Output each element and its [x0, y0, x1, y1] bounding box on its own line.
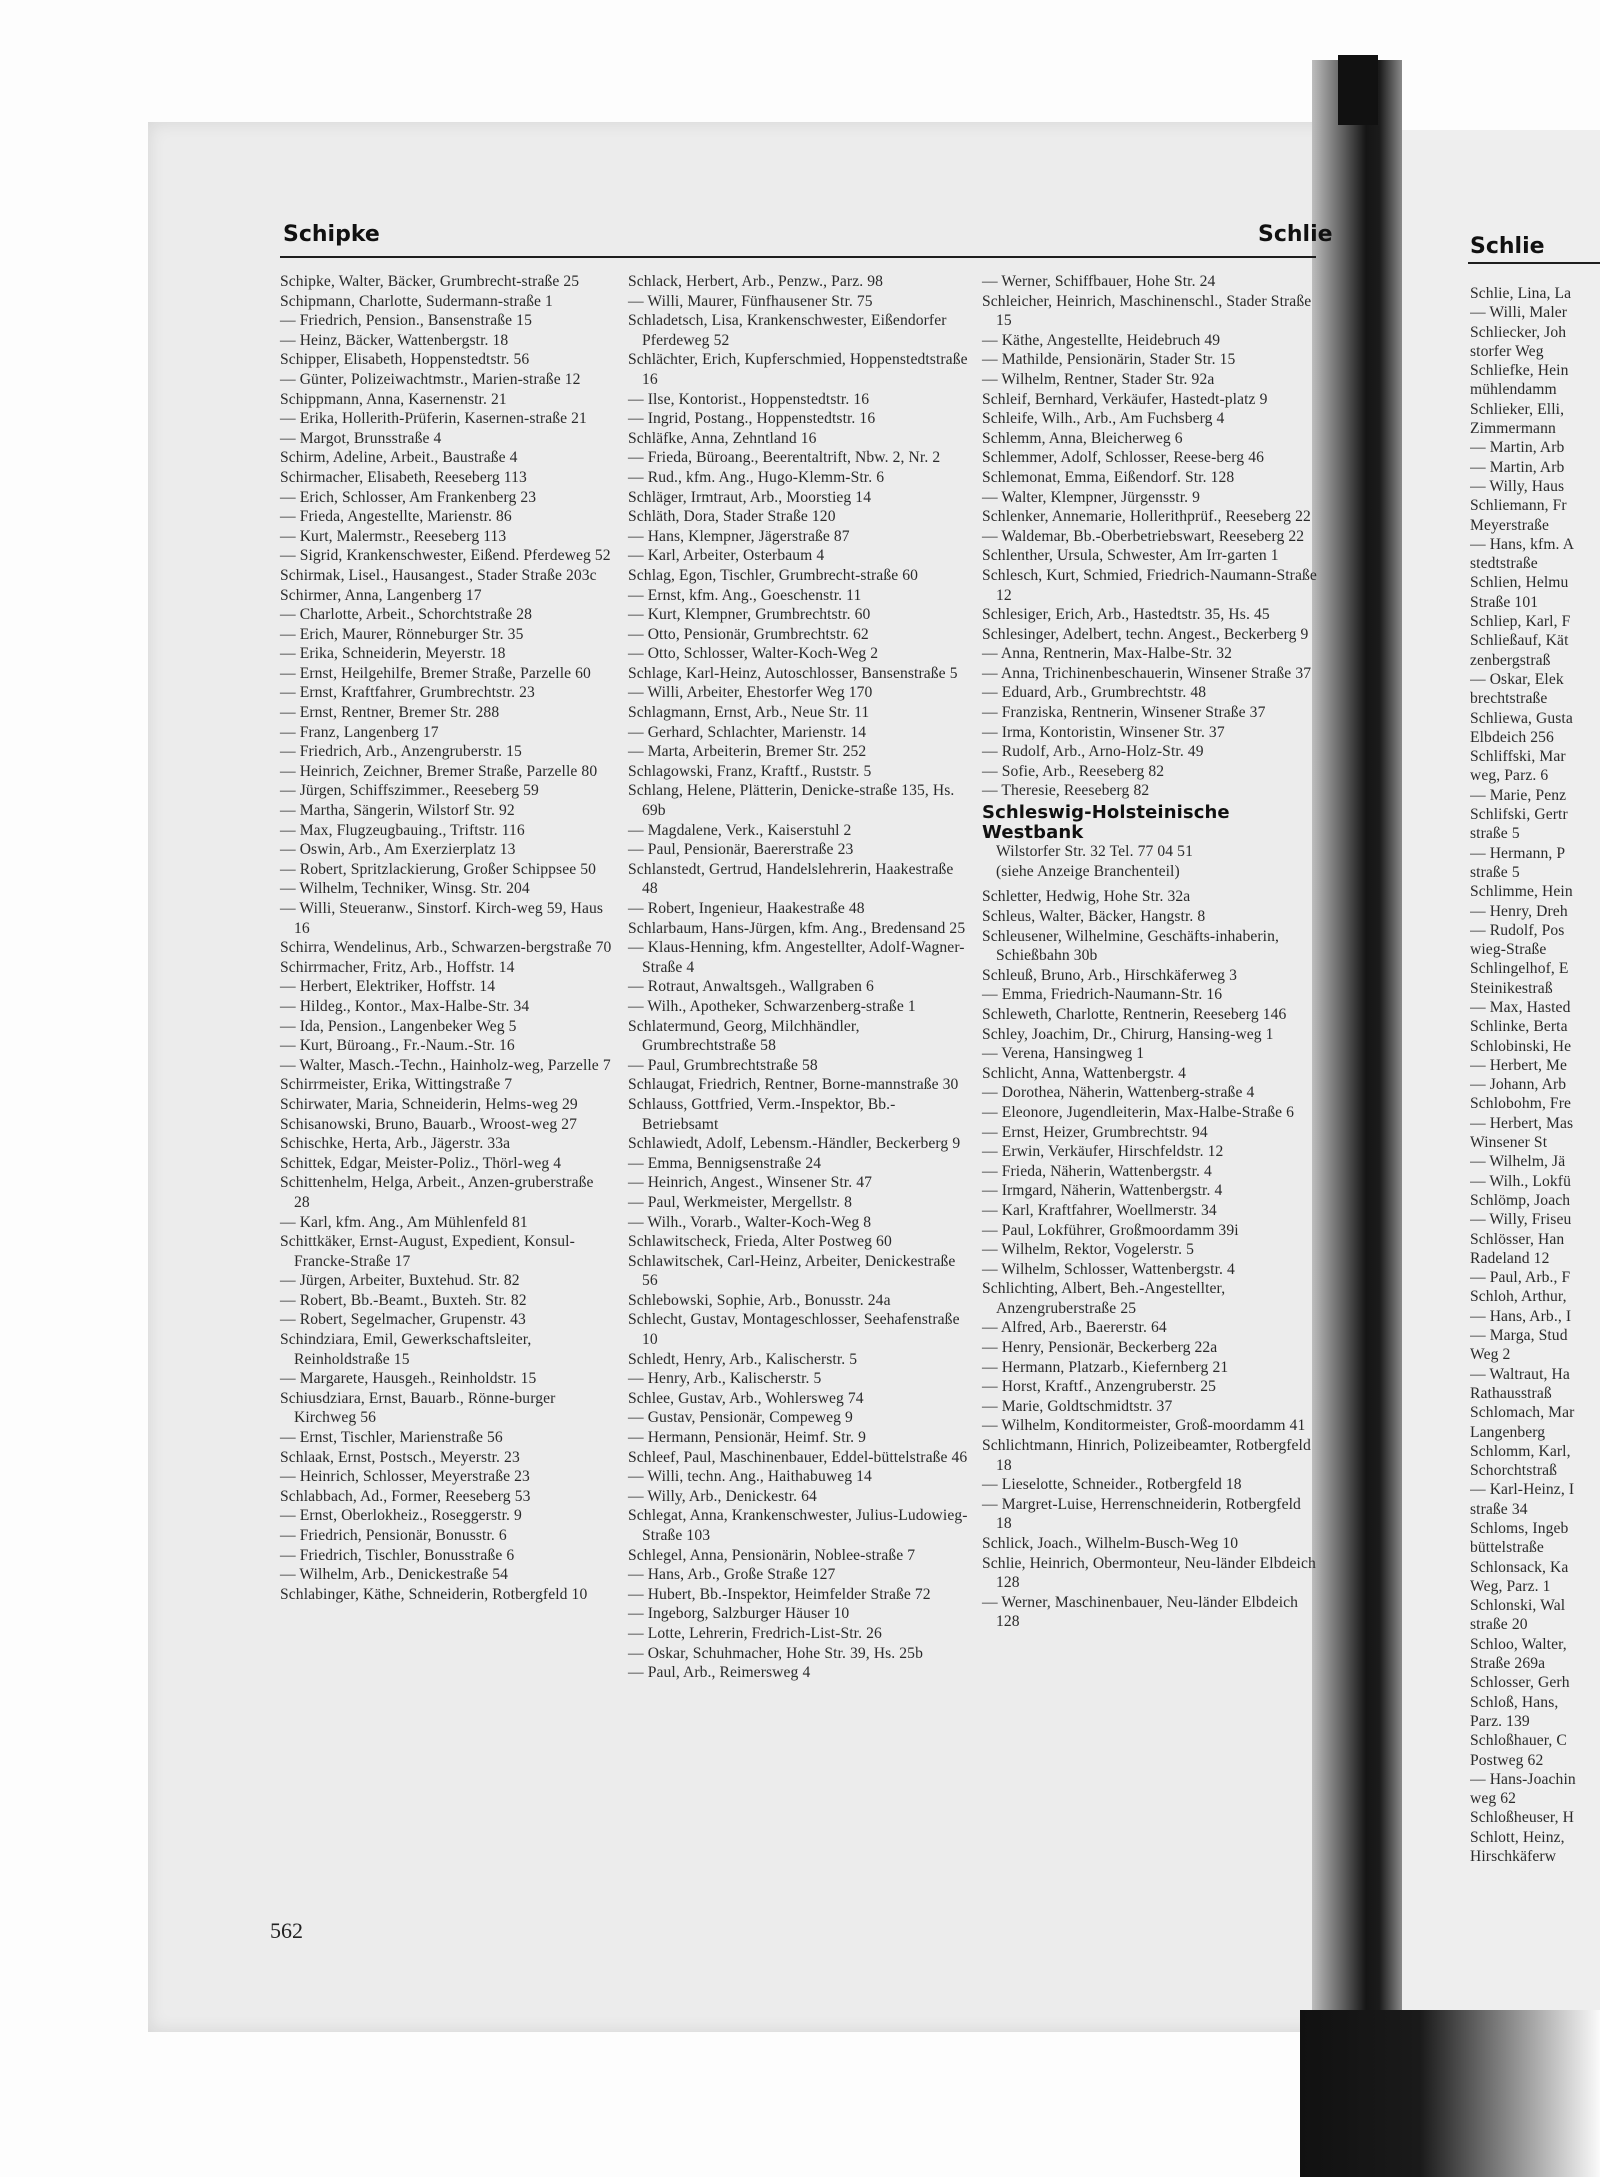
directory-entry: Schlanstedt, Gertrud, Handelslehrerin, Haakestraße 48 — [628, 860, 954, 898]
directory-entry: — Marie, Goldtschmidtstr. 37 — [982, 1397, 1173, 1415]
directory-entry: Schleif, Bernhard, Verkäufer, Hastedt-platz 9 — [982, 390, 1268, 408]
directory-entry: — Erich, Maurer, Rönneburger Str. 35 — [280, 625, 524, 643]
directory-entry: — Wilhelm, Schlosser, Wattenbergstr. 4 — [982, 1260, 1235, 1278]
directory-entry: — Paul, Lokführer, Großmoordamm 39i — [982, 1221, 1239, 1239]
directory-entry: — Mathilde, Pensionärin, Stader Str. 15 — [982, 351, 1236, 369]
directory-entry: Schlecht, Gustav, Montageschlosser, Seehafenstraße 10 — [628, 1311, 960, 1349]
directory-entry: Schleusener, Wilhelmine, Geschäfts-inhaberin, Schießbahn 30b — [982, 927, 1279, 965]
directory-entry: — Ernst, Oberlokheiz., Roseggerstr. 9 — [280, 1507, 522, 1525]
directory-entry: Schleuß, Bruno, Arb., Hirschkäferweg 3 — [982, 966, 1237, 984]
directory-entry: — Eleonore, Jugendleiterin, Max-Halbe-Straße 6 — [982, 1103, 1295, 1121]
directory-entry: — Friedrich, Pensionär, Bonusstr. 6 — [280, 1527, 507, 1544]
directory-entry: Schindziara, Emil, Gewerkschaftsleiter, Reinholdstraße 15 — [280, 1331, 532, 1368]
directory-entry: Schlage, Karl-Heinz, Autoschlosser, Bansenstraße 5 — [628, 664, 958, 682]
directory-entry: — Heinrich, Schlosser, Meyerstraße 23 — [280, 1468, 530, 1486]
directory-entry: — Willi, techn. Ang., Haithabuweg 14 — [628, 1468, 872, 1486]
directory-entry: Schlächter, Erich, Kupferschmied, Hoppenstedtstraße 16 — [628, 351, 968, 388]
directory-entry: Schisanowski, Bruno, Bauarb., Wroost-weg 27 — [280, 1115, 578, 1133]
directory-entry-partial: — Willy, Haus — [1470, 477, 1565, 495]
directory-entry: Schleef, Paul, Maschinenbauer, Eddel-büttelstraße 46 — [628, 1448, 968, 1466]
directory-entry: — Friedrich, Pension., Bansenstraße 15 — [280, 312, 532, 330]
directory-entry: — Willi, Steueranw., Sinstorf. Kirch-weg 59, Haus 16 — [280, 900, 604, 937]
directory-entry-partial: Schließauf, Kät — [1470, 632, 1569, 650]
directory-entry-partial: — Herbert, Mas — [1470, 1114, 1574, 1132]
directory-entry: Schlack, Herbert, Arb., Penzw., Parz. 98 — [628, 273, 884, 290]
directory-entry-partial: brechtstraße — [1470, 690, 1548, 708]
directory-entry: — Franziska, Rentnerin, Winsener Straße 37 — [982, 704, 1266, 722]
directory-entry: — Franz, Langenberg 17 — [280, 723, 439, 741]
directory-entry-partial: Schlie, Lina, La — [1470, 285, 1572, 302]
directory-entry: Schittkäker, Ernst-August, Expedient, Konsul-Francke-Straße 17 — [280, 1233, 575, 1270]
directory-entry-partial: — Rudolf, Pos — [1470, 921, 1565, 939]
directory-entry-partial: Weg, Parz. 1 — [1470, 1577, 1551, 1595]
directory-entry: — Margret-Luise, Herrenschneiderin, Rotbergfeld 18 — [982, 1495, 1301, 1533]
directory-entry: — Ernst, Kraftfahrer, Grumbrechtstr. 23 — [280, 684, 535, 702]
directory-column-1 — [280, 272, 612, 1604]
directory-entry-partial: Schloms, Ingeb — [1470, 1520, 1569, 1537]
book-gutter — [1312, 60, 1402, 2177]
directory-entry: — Otto, Pensionär, Grumbrechtstr. 62 — [628, 625, 869, 643]
right-directory-column — [1470, 284, 1598, 1866]
directory-entry: — Wilhelm, Rentner, Stader Str. 92a — [982, 370, 1215, 388]
directory-entry-partial: — Martin, Arb — [1470, 439, 1565, 457]
bottom-shadow — [1300, 2010, 1600, 2177]
directory-entry: — Karl, Kraftfahrer, Woellmerstr. 34 — [982, 1201, 1217, 1219]
directory-entry: — Otto, Schlosser, Walter-Koch-Weg 2 — [628, 645, 879, 663]
directory-entry: Schirmak, Lisel., Hausangest., Stader Straße 203c — [280, 566, 597, 584]
directory-entry-partial: Elbdeich 256 — [1470, 728, 1554, 746]
directory-entry: — Sigrid, Krankenschwester, Eißend. Pferdeweg 52 — [280, 547, 611, 565]
directory-entry: — Henry, Pensionär, Beckerberg 22a — [982, 1339, 1218, 1357]
directory-entry: — Erika, Schneiderin, Meyerstr. 18 — [280, 645, 506, 663]
running-header-right: Schlie — [1258, 222, 1333, 247]
directory-entry-partial: — Wilh., Lokfü — [1470, 1172, 1571, 1190]
directory-entry: Schischke, Herta, Arb., Jägerstr. 33a — [280, 1135, 511, 1153]
directory-entry: — Ingeborg, Salzburger Häuser 10 — [628, 1605, 850, 1623]
directory-entry: Schlenker, Annemarie, Hollerithprüf., Reeseberg 22 — [982, 508, 1311, 526]
directory-entry-partial: straße 20 — [1470, 1616, 1528, 1634]
directory-entry: Schlichtmann, Hinrich, Polizeibeamter, Rotbergfeld 18 — [982, 1437, 1311, 1474]
directory-entry: — Margot, Brunsstraße 4 — [280, 429, 442, 447]
directory-entry-partial: Schlösser, Han — [1470, 1230, 1565, 1248]
directory-entry-partial: mühlendamm — [1470, 381, 1557, 399]
directory-entry: Schlabbach, Ad., Former, Reeseberg 53 — [280, 1487, 531, 1505]
directory-entry: — Irma, Kontoristin, Winsener Str. 37 — [982, 723, 1225, 741]
directory-entry: Schipmann, Charlotte, Sudermann-straße 1 — [280, 292, 553, 310]
directory-entry: Schirrmeister, Erika, Wittingstraße 7 — [280, 1076, 513, 1094]
directory-entry: Schlemonat, Emma, Eißendorf. Str. 128 — [982, 468, 1235, 486]
directory-entry: — Erwin, Verkäufer, Hirschfeldstr. 12 — [982, 1143, 1224, 1161]
directory-entry: Schirra, Wendelinus, Arb., Schwarzen-bergstraße 70 — [280, 939, 612, 957]
directory-entry: — Sofie, Arb., Reeseberg 82 — [982, 762, 1165, 780]
directory-entry: Schlick, Joach., Wilhelm-Busch-Weg 10 — [982, 1535, 1239, 1552]
directory-entry: Schleus, Walter, Bäcker, Hangstr. 8 — [982, 908, 1206, 925]
directory-entry: — Rudolf, Arb., Arno-Holz-Str. 49 — [982, 743, 1204, 761]
directory-entry-partial: — Karl-Heinz, I — [1470, 1481, 1575, 1499]
directory-entry: — Oswin, Arb., Am Exerzierplatz 13 — [280, 841, 516, 859]
directory-entry-partial: wieg-Straße — [1470, 941, 1547, 959]
directory-entry: Schlemmer, Adolf, Schlosser, Reese-berg 46 — [982, 449, 1264, 467]
directory-entry: Schleife, Wilh., Arb., Am Fuchsberg 4 — [982, 410, 1225, 428]
page-number: 562 — [270, 1918, 303, 1943]
directory-entry: — Günter, Polizeiwachtmstr., Marien-straße 12 — [280, 370, 581, 388]
directory-entry: — Hans, Klempner, Jägerstraße 87 — [628, 527, 850, 545]
directory-entry: — Erika, Hollerith-Prüferin, Kasernen-straße 21 — [280, 410, 587, 428]
directory-entry-partial: Schloh, Arthur, — [1470, 1288, 1567, 1306]
directory-entry-partial: Hirschkäferw — [1470, 1848, 1557, 1866]
directory-entry: — Ingrid, Postang., Hoppenstedtstr. 16 — [628, 410, 876, 428]
directory-entry-partial: Schliewa, Gusta — [1470, 709, 1573, 727]
directory-entry: Schlichting, Albert, Beh.-Angestellter, Anzengruberstraße 25 — [982, 1280, 1226, 1317]
directory-entry-partial: Rathausstraß — [1470, 1384, 1552, 1402]
directory-entry: — Kurt, Malermstr., Reeseberg 113 — [280, 527, 507, 545]
directory-entry-partial: Schlomach, Mar — [1470, 1404, 1575, 1422]
directory-column-2 — [628, 272, 968, 1683]
directory-entry: — Magdalene, Verk., Kaiserstuhl 2 — [628, 821, 852, 839]
directory-entry: — Frieda, Angestellte, Marienstr. 86 — [280, 508, 512, 526]
directory-entry: — Ernst, Heizer, Grumbrechtstr. 94 — [982, 1123, 1208, 1141]
directory-entry: Schlee, Gustav, Arb., Wohlersweg 74 — [628, 1389, 864, 1407]
directory-entry: Schläger, Irmtraut, Arb., Moorstieg 14 — [628, 488, 872, 506]
directory-entry: — Werner, Schiffbauer, Hohe Str. 24 — [982, 273, 1216, 290]
directory-entry: — Henry, Arb., Kalischerstr. 5 — [628, 1370, 822, 1388]
directory-entry: Schlesinger, Adelbert, techn. Angest., Beckerberg 9 — [982, 625, 1309, 643]
directory-entry-partial: storfer Weg — [1470, 342, 1544, 360]
directory-entry-partial: Parz. 139 — [1470, 1712, 1530, 1730]
directory-entry: — Wilhelm, Arb., Denickestraße 54 — [280, 1566, 509, 1584]
directory-entry: — Margarete, Hausgeh., Reinholdstr. 15 — [280, 1370, 537, 1388]
directory-entry: Schlarbaum, Hans-Jürgen, kfm. Ang., Bredensand 25 — [628, 919, 966, 937]
directory-entry: — Robert, Ingenieur, Haakestraße 48 — [628, 900, 865, 917]
directory-entry: — Rud., kfm. Ang., Hugo-Klemm-Str. 6 — [628, 468, 885, 486]
directory-entry: — Max, Flugzeugbauing., Triftstr. 116 — [280, 821, 525, 839]
directory-entry-partial: Schlomm, Karl, — [1470, 1442, 1571, 1460]
directory-entry-partial: — Waltraut, Ha — [1470, 1365, 1570, 1383]
directory-entry-partial: — Herbert, Me — [1470, 1056, 1567, 1074]
right-header-rule — [1468, 262, 1600, 264]
directory-entry: — Friedrich, Tischler, Bonusstraße 6 — [280, 1546, 515, 1564]
directory-entry: — Jürgen, Schiffszimmer., Reeseberg 59 — [280, 782, 539, 800]
directory-entry: Schittenhelm, Helga, Arbeit., Anzen-gruberstraße 28 — [280, 1174, 594, 1211]
header-rule — [280, 256, 1316, 258]
directory-entry-partial: Schloß, Hans, — [1470, 1693, 1559, 1711]
directory-entry-partial: Straße 101 — [1470, 593, 1539, 611]
directory-entry-partial: Meyerstraße — [1470, 516, 1550, 534]
directory-entry: Schirrmacher, Fritz, Arb., Hoffstr. 14 — [280, 958, 515, 976]
directory-entry: Schlesch, Kurt, Schmied, Friedrich-Naumann-Straße 12 — [982, 566, 1317, 604]
directory-entry: — Hildeg., Kontor., Max-Halbe-Str. 34 — [280, 997, 530, 1015]
directory-entry: — Erich, Schlosser, Am Frankenberg 23 — [280, 488, 537, 506]
directory-entry: — Willi, Maurer, Fünfhausener Str. 75 — [628, 292, 873, 310]
directory-entry: Schlabinger, Käthe, Schneiderin, Rotbergfeld 10 — [280, 1585, 588, 1603]
directory-entry-partial: straße 5 — [1470, 863, 1520, 881]
directory-entry: Schippmann, Anna, Kasernenstr. 21 — [280, 390, 507, 408]
directory-entry: Schlang, Helene, Plätterin, Denicke-straße 135, Hs. 69b — [628, 782, 955, 820]
directory-entry: — Rotraut, Anwaltsgeh., Wallgraben 6 — [628, 978, 874, 996]
directory-entry: — Käthe, Angestellte, Heidebruch 49 — [982, 331, 1221, 349]
directory-entry: — Anna, Trichinenbeschauerin, Winsener Straße 37 — [982, 664, 1312, 682]
directory-entry: Wilstorfer Str. 32 Tel. 77 04 51 — [996, 843, 1193, 861]
directory-entry-partial: Schlieker, Elli, — [1470, 400, 1565, 418]
directory-entry: — Heinrich, Zeichner, Bremer Straße, Parzelle 80 — [280, 762, 598, 780]
directory-entry: — Verena, Hansingweg 1 — [982, 1045, 1145, 1063]
running-header-left: Schipke — [283, 222, 380, 247]
directory-entry-partial: Schloßhauer, C — [1470, 1732, 1567, 1750]
directory-entry-partial: straße 34 — [1470, 1500, 1528, 1518]
directory-entry-partial: — Wilhelm, Jä — [1470, 1153, 1566, 1171]
directory-entry: Schley, Joachim, Dr., Chirurg, Hansing-weg 1 — [982, 1025, 1274, 1043]
directory-entry: — Robert, Spritzlackierung, Großer Schippsee 50 — [280, 860, 597, 878]
directory-entry-partial: Schliecker, Joh — [1470, 323, 1567, 341]
directory-entry-partial: — Johann, Arb — [1470, 1076, 1567, 1094]
directory-entry: — Frieda, Büroang., Beerentaltrift, Nbw. 2, Nr. 2 — [628, 449, 941, 467]
directory-entry-partial: Schlobinski, He — [1470, 1037, 1572, 1055]
directory-entry: — Charlotte, Arbeit., Schorchtstraße 28 — [280, 606, 533, 624]
directory-entry-partial: Schlingelhof, E — [1470, 960, 1569, 978]
directory-entry-partial: Steinikestraß — [1470, 979, 1553, 997]
directory-entry-partial: — Willy, Friseu — [1470, 1211, 1572, 1229]
directory-entry-partial: Schlonski, Wal — [1470, 1597, 1566, 1615]
directory-entry-partial: Schlosser, Gerh — [1470, 1674, 1570, 1692]
directory-entry: — Heinz, Bäcker, Wattenbergstr. 18 — [280, 331, 509, 349]
directory-entry-partial: Schlobohm, Fre — [1470, 1095, 1572, 1113]
directory-entry: — Alfred, Arb., Baererstr. 64 — [982, 1319, 1167, 1337]
directory-entry: — Ida, Pension., Langenbeker Weg 5 — [280, 1017, 517, 1035]
directory-entry: Schirwater, Maria, Schneiderin, Helms-weg 29 — [280, 1095, 578, 1113]
directory-entry-partial: Schloo, Walter, — [1470, 1635, 1567, 1653]
directory-entry: — Emma, Friedrich-Naumann-Str. 16 — [982, 986, 1223, 1004]
directory-entry: Schleicher, Heinrich, Maschinenschl., Stader Straße 15 — [982, 292, 1312, 330]
directory-entry-partial: — Hans, Arb., I — [1470, 1307, 1572, 1325]
directory-entry: Schlebowski, Sophie, Arb., Bonusstr. 24a — [628, 1291, 891, 1309]
directory-entry: — Wilh., Vorarb., Walter-Koch-Weg 8 — [628, 1213, 872, 1231]
directory-entry: — Ernst, Tischler, Marienstraße 56 — [280, 1429, 503, 1447]
directory-entry-partial: — Paul, Arb., F — [1470, 1269, 1571, 1287]
directory-entry: — Dorothea, Näherin, Wattenberg-straße 4 — [982, 1084, 1255, 1102]
directory-entry: Schlawitschek, Carl-Heinz, Arbeiter, Denickestraße 56 — [628, 1252, 956, 1290]
directory-entry: Schlegat, Anna, Krankenschwester, Julius-Ludowieg-Straße 103 — [628, 1507, 968, 1544]
directory-entry: — Gerhard, Schlachter, Marienstr. 14 — [628, 723, 867, 741]
directory-entry: — Wilhelm, Techniker, Winsg. Str. 204 — [280, 880, 530, 898]
directory-entry-partial: zenbergstraß — [1470, 651, 1551, 669]
directory-entry: — Karl, Arbeiter, Osterbaum 4 — [628, 547, 825, 565]
directory-entry-partial: stedtstraße — [1470, 555, 1538, 573]
directory-entry: Schlaugat, Friedrich, Rentner, Borne-mannstraße 30 — [628, 1076, 959, 1094]
directory-entry-partial: — Marie, Penz — [1470, 786, 1567, 804]
directory-entry-partial: — Max, Hasted — [1470, 998, 1571, 1016]
directory-entry: Schlagmann, Ernst, Arb., Neue Str. 11 — [628, 704, 870, 722]
directory-entry: — Eduard, Arb., Grumbrechtstr. 48 — [982, 684, 1207, 702]
directory-entry: — Irmgard, Näherin, Wattenbergstr. 4 — [982, 1182, 1223, 1200]
directory-entry: — Paul, Werkmeister, Mergellstr. 8 — [628, 1193, 852, 1211]
directory-entry: — Klaus-Henning, kfm. Angestellter, Adolf-Wagner-Straße 4 — [628, 939, 965, 976]
directory-entry-partial: Schliep, Karl, F — [1470, 613, 1571, 631]
directory-entry-partial: Radeland 12 — [1470, 1249, 1550, 1267]
directory-entry: Schlenther, Ursula, Schwester, Am Irr-garten 1 — [982, 547, 1279, 565]
directory-entry-partial: — Willi, Maler — [1470, 304, 1568, 322]
directory-entry-partial: Schlömp, Joach — [1470, 1191, 1571, 1209]
directory-entry: Schittek, Edgar, Meister-Poliz., Thörl-weg 4 — [280, 1154, 562, 1172]
directory-entry: Schleweth, Charlotte, Rentnerin, Reeseberg 146 — [982, 1005, 1287, 1023]
directory-entry: — Wilhelm, Konditormeister, Groß-moordamm 41 — [982, 1417, 1306, 1435]
directory-entry: — Anna, Rentnerin, Max-Halbe-Str. 32 — [982, 645, 1233, 663]
directory-entry: Schlegel, Anna, Pensionärin, Noblee-straße 7 — [628, 1546, 916, 1564]
directory-entry: — Robert, Bb.-Beamt., Buxteh. Str. 82 — [280, 1291, 527, 1309]
directory-entry: — Martha, Sängerin, Wilstorf Str. 92 — [280, 802, 515, 820]
directory-entry: — Paul, Grumbrechtstraße 58 — [628, 1056, 818, 1074]
directory-entry: — Karl, kfm. Ang., Am Mühlenfeld 81 — [280, 1213, 528, 1231]
directory-entry-partial: büttelstraße — [1470, 1539, 1544, 1557]
directory-entry: Schirmacher, Elisabeth, Reeseberg 113 — [280, 468, 527, 486]
directory-entry: — Heinrich, Angest., Winsener Str. 47 — [628, 1174, 873, 1192]
directory-entry: — Waldemar, Bb.-Oberbetriebswart, Reeseberg 22 — [982, 527, 1305, 545]
directory-entry: — Ernst, Rentner, Bremer Str. 288 — [280, 704, 500, 722]
directory-entry: Schiusdziara, Ernst, Bauarb., Rönne-burger Kirchweg 56 — [280, 1389, 556, 1427]
directory-entry-partial: Schlifski, Gertr — [1470, 806, 1568, 824]
directory-entry: — Theresie, Reeseberg 82 — [982, 782, 1150, 800]
directory-entry: — Gustav, Pensionär, Compeweg 9 — [628, 1409, 853, 1427]
directory-entry: Schledt, Henry, Arb., Kalischerstr. 5 — [628, 1350, 858, 1368]
directory-entry-partial: — Hans-Joachin — [1470, 1770, 1576, 1788]
directory-entry-partial: Langenberg — [1470, 1423, 1546, 1441]
directory-entry-partial: Schorchtstraß — [1470, 1462, 1558, 1480]
directory-entry: Schlawiedt, Adolf, Lebensm.-Händler, Beckerberg 9 — [628, 1135, 961, 1153]
directory-entry: — Robert, Segelmacher, Grupenstr. 43 — [280, 1311, 526, 1329]
directory-entry: Schirmer, Anna, Langenberg 17 — [280, 586, 482, 604]
directory-entry: — Jürgen, Arbeiter, Buxtehud. Str. 82 — [280, 1272, 520, 1290]
directory-column-3 — [982, 272, 1317, 1632]
directory-entry-partial: — Martin, Arb — [1470, 458, 1565, 476]
directory-entry: Schlicht, Anna, Wattenbergstr. 4 — [982, 1064, 1187, 1082]
directory-entry: — Willi, Arbeiter, Ehestorfer Weg 170 — [628, 684, 873, 702]
directory-entry: Schlagowski, Franz, Kraftf., Ruststr. 5 — [628, 762, 872, 780]
directory-entry-partial: Schlott, Heinz, — [1470, 1828, 1565, 1846]
directory-entry-partial: Schlinke, Berta — [1470, 1018, 1568, 1036]
directory-entry: — Kurt, Klempner, Grumbrechtstr. 60 — [628, 606, 871, 624]
directory-entry: — Paul, Arb., Reimersweg 4 — [628, 1664, 811, 1682]
right-page-header: Schlie — [1470, 234, 1545, 259]
directory-entry: Schipke, Walter, Bäcker, Grumbrecht-straße 25 — [280, 273, 580, 290]
directory-entry: — Lotte, Lehrerin, Fredrich-List-Str. 26 — [628, 1624, 882, 1642]
directory-entry: Schlawitscheck, Frieda, Alter Postweg 60 — [628, 1233, 892, 1251]
directory-entry: — Marta, Arbeiterin, Bremer Str. 252 — [628, 743, 867, 761]
directory-entry-partial: — Hans, kfm. A — [1470, 535, 1575, 553]
directory-entry: Schläfke, Anna, Zehntland 16 — [628, 429, 817, 447]
directory-entry-partial: Schliefke, Hein — [1470, 362, 1569, 380]
directory-entry: — Willy, Arb., Denickestr. 64 — [628, 1487, 817, 1505]
directory-entry: — Wilh., Apotheker, Schwarzenberg-straße 1 — [628, 997, 916, 1015]
directory-entry: — Emma, Bennigsenstraße 24 — [628, 1154, 822, 1172]
directory-entry: — Hermann, Platzarb., Kiefernberg 21 — [982, 1358, 1229, 1376]
directory-entry: — Oskar, Schuhmacher, Hohe Str. 39, Hs. 25b — [628, 1644, 923, 1662]
directory-entry-partial: Postweg 62 — [1470, 1751, 1544, 1769]
directory-entry-partial: Schlimme, Hein — [1470, 883, 1573, 901]
directory-entry: (siehe Anzeige Branchenteil) — [996, 862, 1180, 880]
directory-entry: Schlie, Heinrich, Obermonteur, Neu-länder Elbdeich 128 — [982, 1554, 1316, 1592]
directory-entry: — Werner, Maschinenbauer, Neu-länder Elbdeich 128 — [982, 1593, 1299, 1631]
directory-entry: — Horst, Kraftf., Anzengruberstr. 25 — [982, 1378, 1216, 1396]
directory-entry-partial: straße 5 — [1470, 825, 1520, 843]
directory-entry-partial: Weg 2 — [1470, 1346, 1511, 1364]
directory-entry-partial: — Henry, Dreh — [1470, 902, 1568, 920]
directory-entry-partial: weg, Parz. 6 — [1470, 767, 1549, 785]
directory-entry: Schlemm, Anna, Bleicherweg 6 — [982, 429, 1183, 447]
directory-entry: — Hubert, Bb.-Inspektor, Heimfelder Straße 72 — [628, 1585, 931, 1603]
directory-entry: — Frieda, Näherin, Wattenbergstr. 4 — [982, 1162, 1212, 1180]
directory-entry-partial: Straße 269a — [1470, 1655, 1546, 1673]
directory-entry: Schladetsch, Lisa, Krankenschwester, Eißendorfer Pferdeweg 52 — [628, 312, 947, 349]
directory-entry-partial: Schlonsack, Ka — [1470, 1558, 1569, 1576]
directory-entry: — Kurt, Büroang., Fr.-Naum.-Str. 16 — [280, 1037, 515, 1055]
directory-entry: Schlag, Egon, Tischler, Grumbrecht-straße 60 — [628, 566, 919, 584]
directory-advert-heading: Schleswig-Holsteinische Westbank — [982, 802, 1230, 843]
directory-entry-partial: — Oskar, Elek — [1470, 670, 1564, 688]
directory-entry: Schletter, Hedwig, Hohe Str. 32a — [982, 888, 1191, 906]
directory-entry: — Herbert, Elektriker, Hoffstr. 14 — [280, 978, 496, 996]
directory-entry: Schlesiger, Erich, Arb., Hastedtstr. 35, Hs. 45 — [982, 606, 1270, 624]
directory-entry-partial: weg 62 — [1470, 1790, 1517, 1808]
directory-entry: — Walter, Masch.-Techn., Hainholz-weg, Parzelle 7 — [280, 1056, 611, 1074]
directory-entry: — Hans, Arb., Große Straße 127 — [628, 1566, 836, 1584]
directory-entry: — Wilhelm, Rektor, Vogelerstr. 5 — [982, 1241, 1195, 1259]
directory-entry-partial: Schlien, Helmu — [1470, 574, 1569, 592]
directory-entry: — Paul, Pensionär, Baererstraße 23 — [628, 841, 854, 859]
directory-entry-partial: — Hermann, P — [1470, 844, 1566, 862]
directory-entry-partial: Winsener St — [1470, 1134, 1548, 1152]
directory-entry: Schipper, Elisabeth, Hoppenstedtstr. 56 — [280, 351, 530, 369]
directory-entry: Schlatermund, Georg, Milchhändler, Grumbrechtstraße 58 — [628, 1017, 860, 1055]
directory-entry: — Hermann, Pensionär, Heimf. Str. 9 — [628, 1429, 867, 1447]
directory-entry: Schlauss, Gottfried, Verm.-Inspektor, Bb.-Betriebsamt — [628, 1095, 896, 1133]
directory-entry-partial: Schloßheuser, H — [1470, 1809, 1574, 1827]
directory-entry: — Ernst, kfm. Ang., Goeschenstr. 11 — [628, 586, 862, 604]
directory-entry: Schläth, Dora, Stader Straße 120 — [628, 508, 836, 526]
directory-entry: — Friedrich, Arb., Anzengruberstr. 15 — [280, 743, 522, 761]
directory-entry: — Ilse, Kontorist., Hoppenstedtstr. 16 — [628, 390, 870, 408]
directory-entry-partial: Zimmermann — [1470, 420, 1556, 438]
directory-entry-partial: Schliemann, Fr — [1470, 497, 1567, 515]
directory-entry: Schirm, Adeline, Arbeit., Baustraße 4 — [280, 449, 518, 467]
directory-entry: — Walter, Klempner, Jürgensstr. 9 — [982, 488, 1201, 506]
directory-entry-partial: — Marga, Stud — [1470, 1327, 1568, 1345]
directory-entry: Schlaak, Ernst, Postsch., Meyerstr. 23 — [280, 1448, 520, 1466]
directory-entry: — Lieselotte, Schneider., Rotbergfeld 18 — [982, 1476, 1242, 1494]
directory-entry-partial: Schliffski, Mar — [1470, 748, 1566, 766]
directory-entry: — Ernst, Heilgehilfe, Bremer Straße, Parzelle 60 — [280, 664, 591, 682]
gutter-clip — [1338, 55, 1378, 125]
